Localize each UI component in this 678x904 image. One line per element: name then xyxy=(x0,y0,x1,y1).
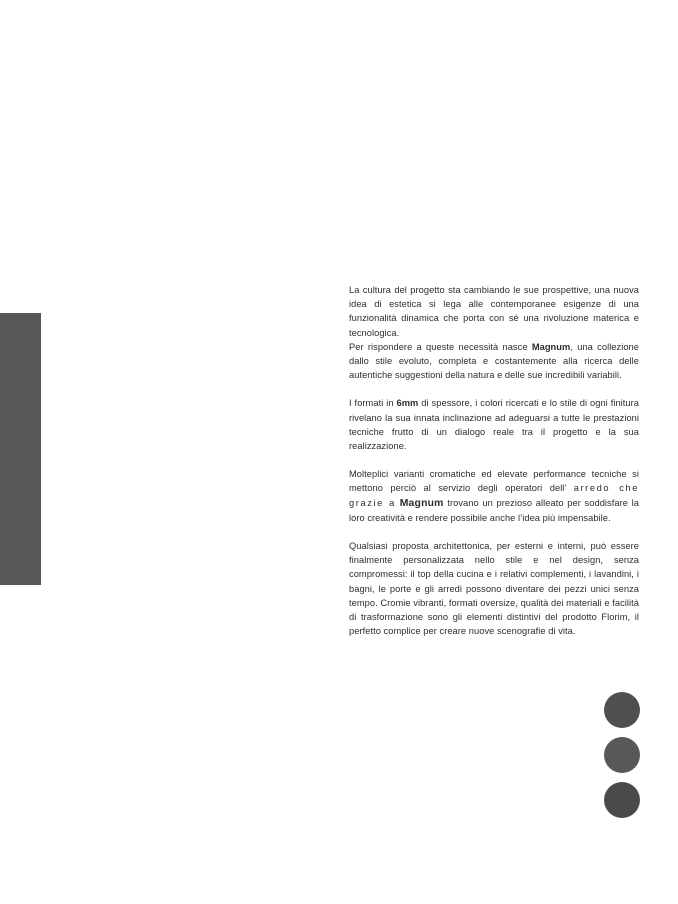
paragraph-1 xyxy=(349,283,639,382)
dot-swatch-2 xyxy=(604,737,640,773)
body-text-column xyxy=(349,283,639,638)
paragraph-3 xyxy=(349,467,639,525)
paragraph-2 xyxy=(349,396,639,453)
dot-swatch-group xyxy=(604,692,640,827)
dot-swatch-3 xyxy=(604,782,640,818)
paragraph-1-text-b: Per rispondere a queste necessità nasce xyxy=(349,341,532,352)
paragraph-3-text-b: trovano un prezioso alleato per soddisfare la loro creatività e rendere possibile anche l’idea più impensabile. xyxy=(349,497,640,523)
dot-swatch-1 xyxy=(604,692,640,728)
paragraph-1-text-c: , una collezione dallo stile evoluto, completa e costantemente alla ricerca delle autentiche suggestioni della natura e delle sue incredibili variabili. xyxy=(349,341,639,381)
left-grey-tab xyxy=(0,313,41,585)
thickness-value: 6mm xyxy=(396,398,419,409)
paragraph-2-text-b: di spessore, i colori ricercati e lo stile di ogni finitura rivelano la sua innata inclinazione ad adeguarsi a tutte le prestazioni tecniche frutto di un dialogo reale tra il progetto e la sua realizzazione. xyxy=(349,398,640,452)
brand-magnum-inline-2: Magnum xyxy=(399,497,444,509)
paragraph-3-text-a: Molteplici varianti cromatiche ed elevate performance tecniche si mettono perciò al servizio degli operatori dell’ xyxy=(349,469,639,494)
paragraph-3-text-spaced: arredo che grazie a xyxy=(349,483,639,508)
paragraph-1-text-a: La cultura del progetto sta cambiando le sue prospettive, una nuova idea di estetica si lega alle contemporanee esigenze di una funzionalità dinamica che porta con sé una rivoluzione materica e tecnologica. xyxy=(349,285,639,338)
paragraph-2-text-a: I formati in xyxy=(349,398,397,409)
paragraph-4: Qualsiasi proposta architettonica, per esterni e interni, può essere finalmente personalizzata nello stile e nel design, senza compromessi: il top della cucina e i relativi complementi, i lavandini, i bagni, le porte e gli arredi possono diventare dei pezzi unici senza tempo. Cromie vibranti, formati oversize, qualità dei materiali e facilità di trasformazione sono gli elementi distintivi del prodotto Florim, il perfetto complice per creare nuove scenografie di vita. xyxy=(349,541,639,637)
brand-magnum-inline-1: Magnum xyxy=(531,341,571,352)
